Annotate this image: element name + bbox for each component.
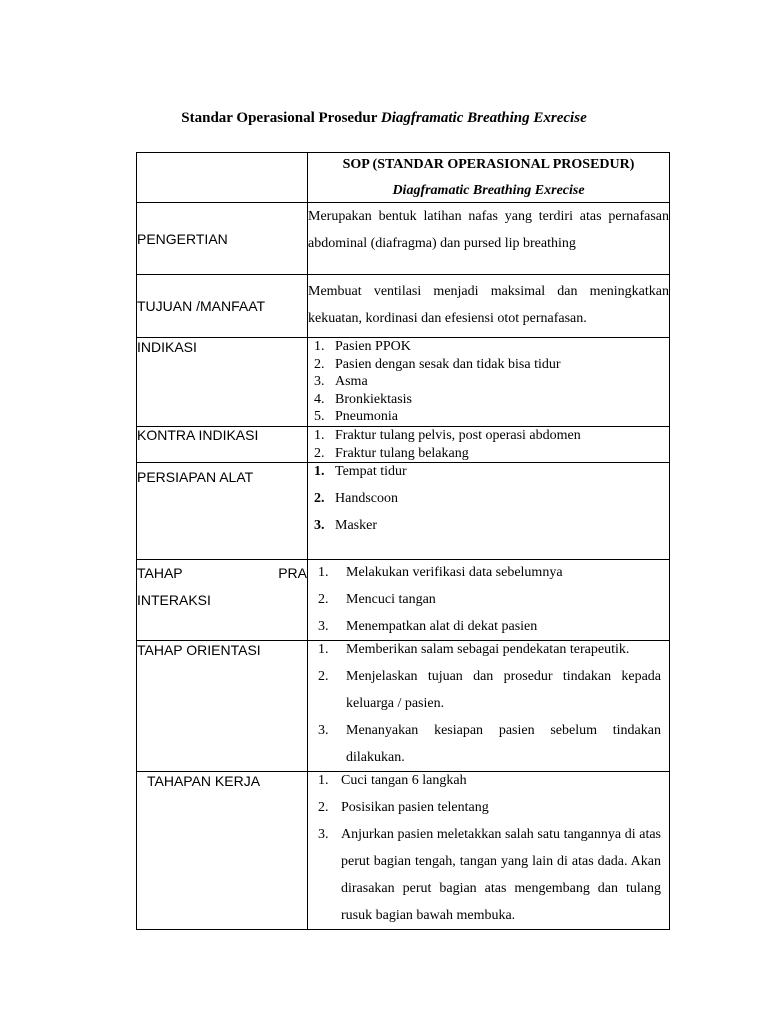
list-item: 1. Pasien PPOK (314, 339, 411, 354)
list-item: 1. Cuci tangan 6 langkah (318, 773, 467, 788)
list-item: 4. Bronkiektasis (314, 391, 412, 407)
label-pra-interaksi (137, 560, 308, 641)
label-indikasi: INDIKASI (137, 338, 308, 427)
header-empty-cell (137, 153, 308, 203)
list-cell-kerja (308, 772, 670, 930)
list-persiapan (308, 458, 669, 539)
header-cell (308, 153, 670, 203)
text-pengertian: Merupakan bentuk latihan nafas yang terdiri atas pernafasan abdominal (diafragma) dan pursed lip breathing (308, 203, 670, 275)
list-cell-persiapan (308, 463, 670, 560)
label-tahap: TAHAP (137, 565, 183, 581)
list-item: 3. Asma (314, 374, 368, 389)
header-line2: Diagframatic Breathing Exrecise (392, 183, 585, 198)
label-pengertian: PENGERTIAN (137, 203, 308, 275)
list-kontra (308, 427, 669, 462)
list-indikasi (308, 338, 669, 426)
sop-table (136, 152, 670, 930)
list-item: 1. Tempat tidur (314, 464, 407, 479)
row-tujuan (137, 275, 670, 338)
list-item: 1. Fraktur tulang pelvis, post operasi abdomen (314, 428, 581, 443)
header-row (137, 153, 670, 203)
label-pra: PRA (278, 565, 307, 581)
list-item: 3. Masker (314, 518, 377, 533)
list-item: 2. Menjelaskan tujuan dan prosedur tindakan kepada keluarga / pasien. (318, 669, 661, 711)
row-persiapan (137, 463, 670, 560)
text-tujuan: Membuat ventilasi menjadi maksimal dan meningkatkan kekuatan, kordinasi dan efesiensi otot pernafasan. (308, 275, 670, 338)
list-cell-orientasi (308, 641, 670, 772)
row-pengertian (137, 203, 670, 275)
title-normal: Standar Operasional Prosedur (181, 110, 381, 126)
label-kontra: KONTRA INDIKASI (137, 427, 308, 463)
list-cell-indikasi (308, 338, 670, 427)
list-item: 1. Melakukan verifikasi data sebelumnya (318, 565, 563, 580)
row-kerja (137, 772, 670, 930)
list-kerja (308, 767, 669, 929)
label-orientasi: TAHAP ORIENTASI (137, 641, 308, 772)
list-item: 5. Pneumonia (314, 409, 398, 424)
label-interaksi: INTERAKSI (137, 592, 211, 608)
list-orientasi (308, 636, 669, 771)
label-tujuan: TUJUAN /MANFAAT (137, 275, 308, 338)
list-item: 3. Anjurkan pasien meletakkan salah satu tangannya di atas perut bagian tengah, tangan yang lain di atas dada. Akan dirasakan perut bagian atas mengembang dan tulang rusuk bagian bawah membuka. (318, 827, 661, 923)
label-persiapan: PERSIAPAN ALAT (137, 463, 308, 560)
list-item: 2. Mencuci tangan (318, 592, 436, 607)
list-item: 2. Pasien dengan sesak dan tidak bisa tidur (314, 356, 561, 372)
document-title (0, 110, 768, 127)
row-pra-interaksi (137, 560, 670, 641)
list-item: 2. Handscoon (314, 491, 398, 506)
row-indikasi (137, 338, 670, 427)
list-item: 2. Fraktur tulang belakang (314, 445, 469, 461)
title-italic: Diagframatic Breathing Exrecise (380, 110, 587, 126)
list-cell-pra (308, 560, 670, 641)
list-item: 1. Memberikan salam sebagai pendekatan terapeutik. (318, 642, 630, 657)
list-item: 3. Menempatkan alat di dekat pasien (318, 619, 538, 634)
label-kerja: TAHAPAN KERJA (137, 772, 308, 930)
row-orientasi (137, 641, 670, 772)
list-item: 3. Menanyakan kesiapan pasien sebelum tindakan dilakukan. (318, 723, 661, 765)
header-line1: SOP (STANDAR OPERASIONAL PROSEDUR) (342, 157, 635, 172)
list-item: 2. Posisikan pasien telentang (318, 800, 489, 815)
list-pra (308, 559, 669, 640)
